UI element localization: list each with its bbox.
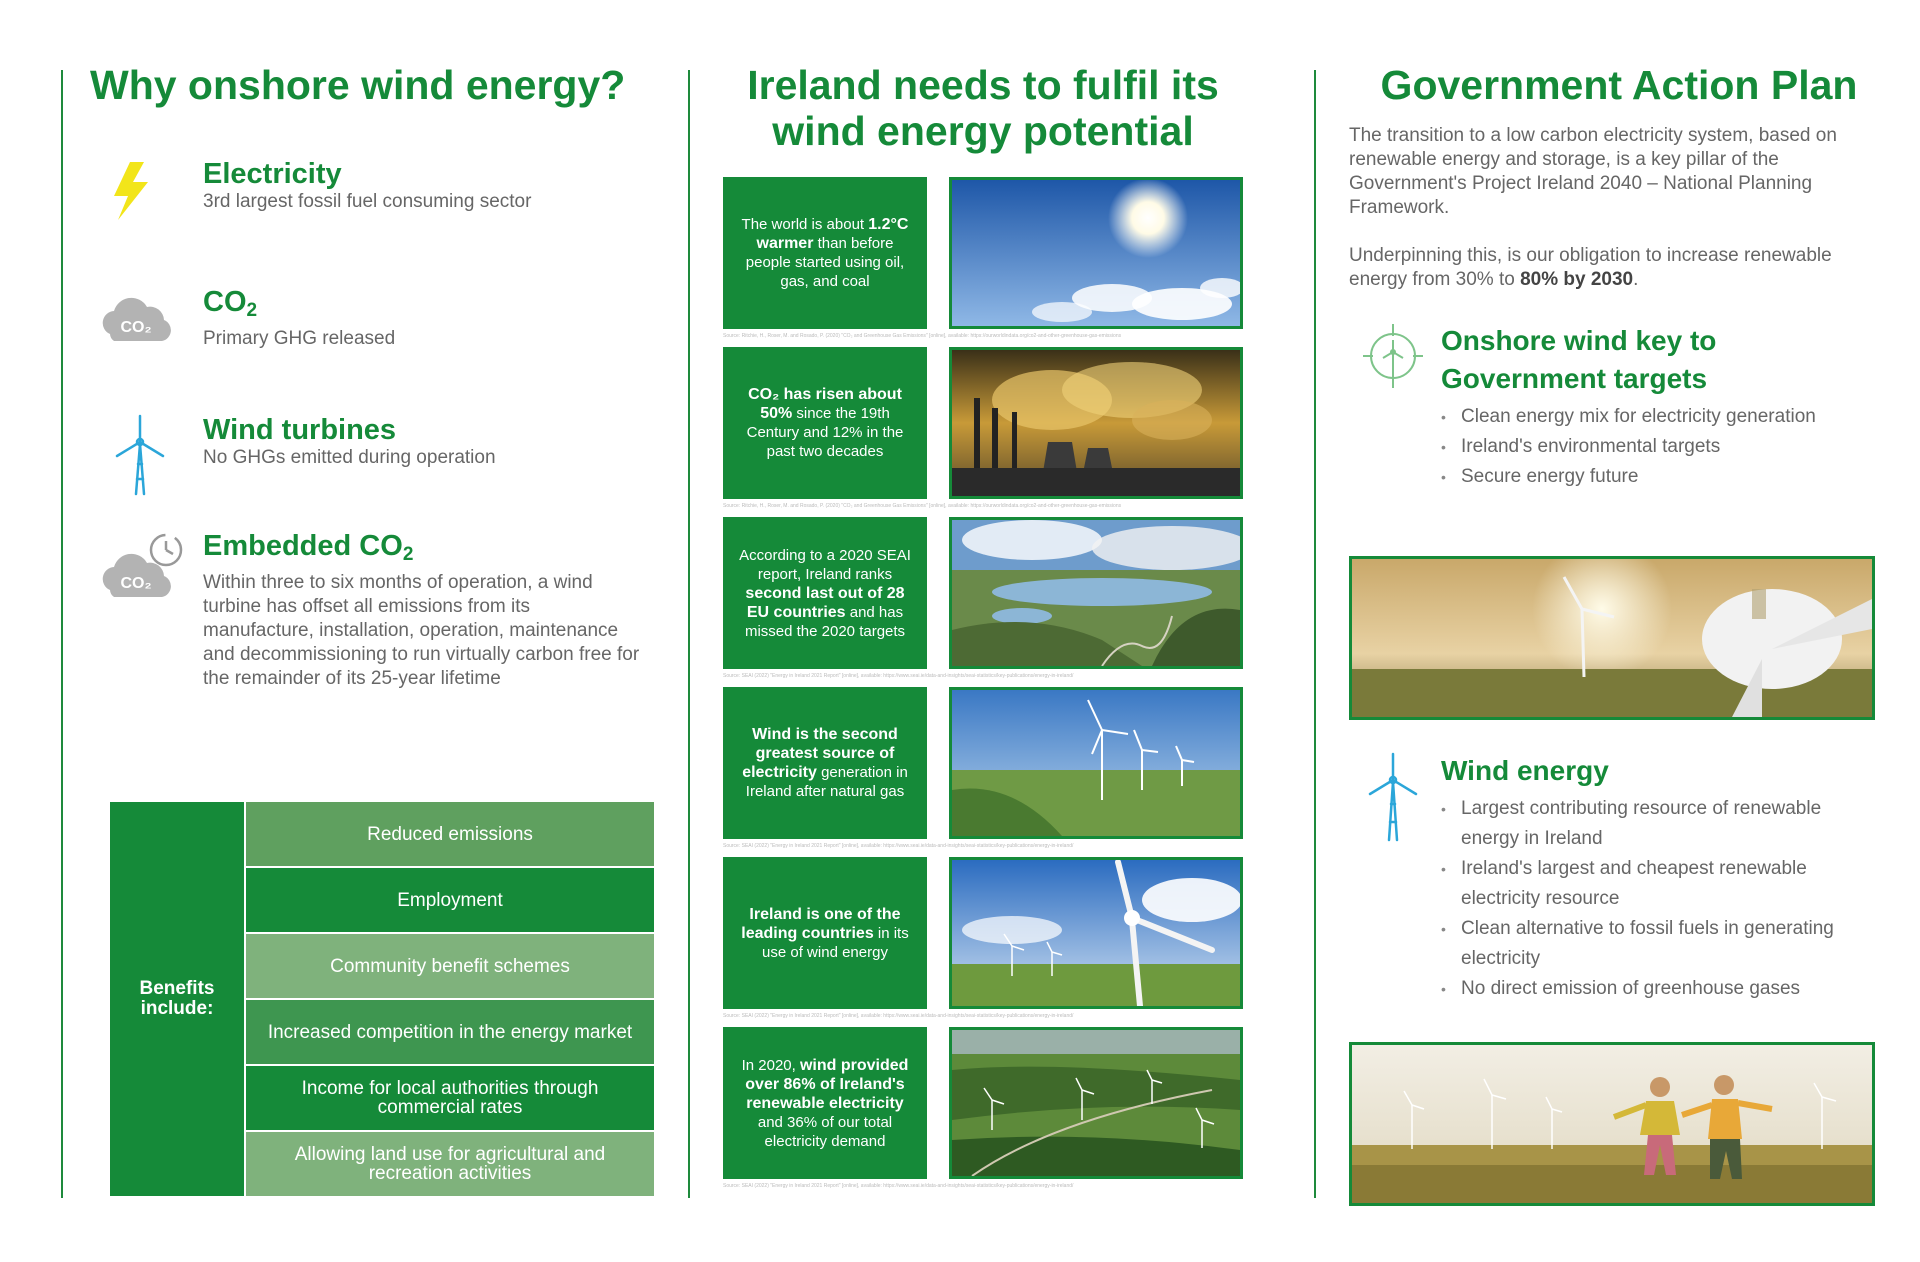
fact-box: Ireland is one of the leading countries in its use of wind energy: [723, 857, 927, 1009]
feature-heading: CO: [203, 286, 247, 318]
ireland-potential-title: [723, 62, 1243, 154]
why-onshore-title: Why onshore wind energy?: [90, 62, 626, 108]
fact-row-leading-countries: [723, 857, 1243, 1019]
wind-turbine-icon: [1363, 752, 1423, 842]
title-line-2: wind energy potential: [772, 108, 1194, 154]
photo-turbine-closeup: [949, 857, 1243, 1009]
photo-wind-farm-hills: [949, 687, 1243, 839]
photo-turbine-sunset: [1349, 556, 1875, 720]
fact-box: In 2020, wind provided over 86% of Ireland's renewable electricity and 36% of our total electricity demand: [723, 1027, 927, 1179]
list-item: • Ireland's largest and cheapest renewable electricity resource: [1441, 854, 1861, 914]
photo-aerial-wind-farm: [949, 1027, 1243, 1179]
photo-landscape-lakes: [949, 517, 1243, 669]
feature-body: 3rd largest fossil fuel consuming sector: [203, 191, 532, 212]
divider-line-right: [1314, 70, 1316, 1198]
divider-line-middle: [688, 70, 690, 1198]
benefit-row: Reduced emissions: [246, 802, 654, 866]
fact-box: According to a 2020 SEAI report, Ireland ranks second last out of 28 EU countries and has missed the 2020 targets: [723, 517, 927, 669]
section-onshore-targets: [1349, 322, 1869, 522]
svg-text:CO₂: CO₂: [120, 319, 152, 336]
list-item: • No direct emission of greenhouse gases: [1441, 974, 1861, 1004]
fact-box: The world is about 1.2°C warmer than before people started using oil, gas, and coal: [723, 177, 927, 329]
wind-turbine-icon: [90, 414, 190, 504]
target-turbine-icon: [1363, 322, 1423, 412]
fact-row-second-source: [723, 687, 1243, 849]
benefit-row: Allowing land use for agricultural and recreation activities: [246, 1132, 654, 1196]
list-item: • Secure energy future: [1441, 462, 1861, 492]
source-citation: Source: SEAI (2022) "Energy in Ireland 2021 Report" [online], available: https://www.seai.ie/data-and-insights/seai-statistics/key-publications/energy-in-ireland/: [723, 1183, 1074, 1189]
lightning-bolt-icon: [90, 158, 190, 248]
source-citation: Source: SEAI (2022) "Energy in Ireland 2021 Report" [online], available: https://www.seai.ie/data-and-insights/seai-statistics/key-publications/energy-in-ireland/: [723, 1013, 1074, 1019]
government-plan-title: Government Action Plan: [1380, 62, 1858, 108]
benefit-row: Increased competition in the energy market: [246, 1000, 654, 1064]
list-item: • Clean energy mix for electricity generation: [1441, 402, 1861, 432]
fact-box: CO₂ has risen about 50% since the 19th Century and 12% in the past two decades: [723, 347, 927, 499]
source-citation: Source: Ritchie, H., Roser, M. and Rosado, P. (2020) "CO₂ and Greenhouse Gas Emissions" [online], available: https://ourworldindata.org/co2-and-other-greenhouse-gas-emissions: [723, 333, 1122, 339]
bullet-list: [1441, 794, 1861, 1004]
benefit-row: Community benefit schemes: [246, 934, 654, 998]
feature-embedded-co2: [90, 530, 650, 710]
section-heading: Wind energy: [1441, 755, 1609, 786]
fact-row-warming: [723, 177, 1243, 339]
feature-wind-turbines: [90, 414, 650, 504]
list-item: • Ireland's environmental targets: [1441, 432, 1861, 462]
source-citation: Source: SEAI (2022) "Energy in Ireland 2021 Report" [online], available: https://www.seai.ie/data-and-insights/seai-statistics/key-publications/energy-in-ireland/: [723, 843, 1074, 849]
divider-line-left: [61, 70, 63, 1198]
section-heading: Onshore wind key to Government targets: [1441, 325, 1717, 394]
svg-text:CO₂: CO₂: [120, 575, 152, 592]
feature-co2: [90, 286, 650, 356]
benefit-row: Income for local authorities through commercial rates: [246, 1066, 654, 1130]
benefit-row: Employment: [246, 868, 654, 932]
bullet-list: [1441, 402, 1861, 492]
benefits-label: Benefits include:: [110, 802, 244, 1196]
fact-row-seai-rank: [723, 517, 1243, 679]
title-line-1: Ireland needs to fulfil its: [747, 62, 1219, 108]
intro-paragraph-2: Underpinning this, is our obligation to increase renewable energy from 30% to 80% by 2030.: [1349, 245, 1832, 290]
photo-sun-sky: [949, 177, 1243, 329]
source-citation: Source: SEAI (2022) "Energy in Ireland 2021 Report" [online], available: https://www.seai.ie/data-and-insights/seai-statistics/key-publications/energy-in-ireland/: [723, 673, 1074, 679]
feature-heading: Electricity: [203, 158, 342, 190]
fact-row-86-percent: [723, 1027, 1243, 1189]
section-wind-energy: [1349, 752, 1869, 1002]
co2-cloud-clock-icon: [90, 530, 190, 620]
fact-box: Wind is the second greatest source of electricity generation in Ireland after natural gas: [723, 687, 927, 839]
feature-electricity: [90, 158, 650, 228]
source-citation: Source: Ritchie, H., Roser, M. and Rosado, P. (2020) "CO₂ and Greenhouse Gas Emissions" [online], available: https://ourworldindata.org/co2-and-other-greenhouse-gas-emissions: [723, 503, 1122, 509]
list-item: • Clean alternative to fossil fuels in generating electricity: [1441, 914, 1861, 974]
feature-heading-subscript: 2: [246, 300, 258, 321]
fact-row-co2-risen: [723, 347, 1243, 509]
photo-power-plant: [949, 347, 1243, 499]
feature-body: Primary GHG released: [203, 328, 396, 349]
list-item: • Largest contributing resource of renewable energy in Ireland: [1441, 794, 1861, 854]
intro-paragraph-1: The transition to a low carbon electricity system, based on renewable energy and storage, is a key pillar of the Government's Project Ireland 2040 – National Planning Framework.: [1349, 125, 1837, 218]
feature-body: No GHGs emitted during operation: [203, 447, 496, 468]
intro-text: [1349, 124, 1859, 292]
feature-heading: Wind turbines: [203, 414, 397, 446]
photo-children-wind-farm: [1349, 1042, 1875, 1206]
co2-cloud-icon: [90, 286, 190, 376]
feature-heading-subscript: 2: [402, 544, 414, 565]
feature-body: Within three to six months of operation, a wind turbine has offset all emissions from its manufacture, installation, operation, maintenance and decommissioning to run virtually carbon free for the remainder of its 25-year lifetime: [203, 572, 640, 689]
benefits-table: [110, 802, 654, 1196]
feature-heading: Embedded CO: [203, 530, 403, 562]
